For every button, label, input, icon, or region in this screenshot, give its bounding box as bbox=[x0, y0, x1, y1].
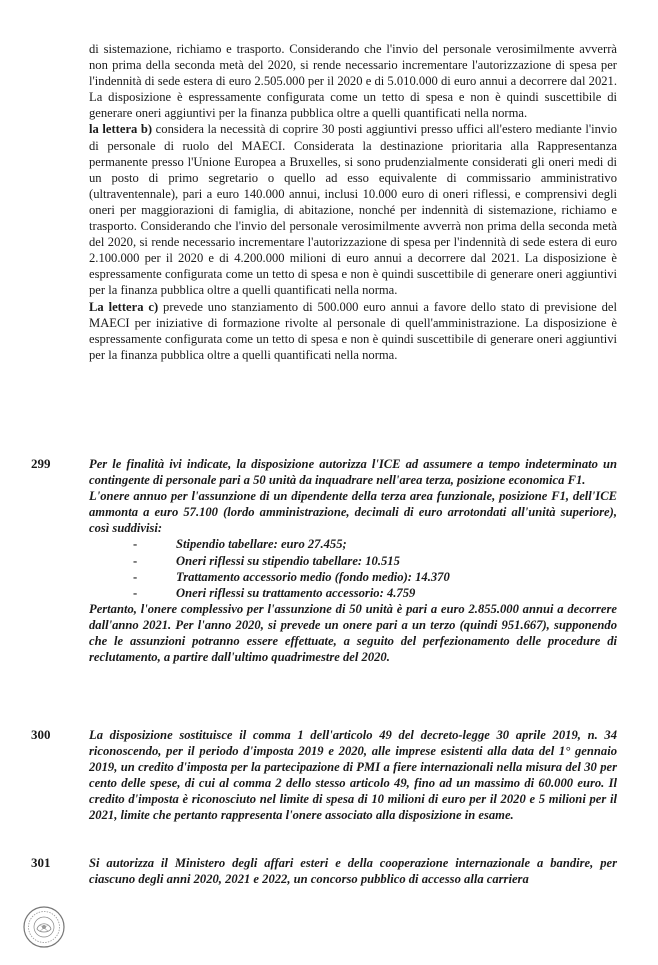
list-item bbox=[89, 553, 617, 569]
section-number-301: 301 bbox=[31, 855, 51, 870]
lettera-c-label: La lettera c) bbox=[89, 299, 159, 314]
list-item bbox=[89, 536, 617, 552]
lettera-b-label: la lettera b) bbox=[89, 122, 153, 137]
section-300-text bbox=[89, 727, 617, 824]
section-300-paragraph-1: La disposizione sostituisce il comma 1 dell'articolo 49 del decreto-legge 30 aprile 2019, n. 34 riconoscendo, per il periodo d'imposta 2019 e 2020, alle imprese esistenti alla data del 1° gennaio 2019, un credito d'imposta per la partecipazione di PMI a fiere internazionali nella misura del 30 per cento delle spese, di cui al comma 2 dello stesso articolo 49, fino ad un massimo di 60.000 euro. Il credito d'imposta è riconosciuto nel limite di spesa di 10 milioni di euro per il 2020 e 5 milioni per il 2021, limite che pertanto rappresenta l'onere associato alla disposizione in esame. bbox=[89, 728, 617, 823]
section-number-300: 300 bbox=[31, 727, 51, 742]
dash-bullet: - bbox=[133, 569, 138, 584]
cost-breakdown-list bbox=[89, 536, 617, 600]
list-item-text: Oneri riflessi su trattamento accessorio: 4.759 bbox=[176, 585, 416, 600]
official-seal-icon bbox=[22, 905, 66, 949]
list-item bbox=[89, 569, 617, 585]
intro-paragraph-2 bbox=[89, 121, 617, 298]
intro-text bbox=[89, 41, 617, 363]
section-number-299: 299 bbox=[31, 456, 51, 471]
section-299-text bbox=[89, 456, 617, 665]
section-299-paragraph-1: Per le finalità ivi indicate, la disposizione autorizza l'ICE ad assumere a tempo indeterminato un contingente di personale pari a 50 unità da inquadrare nell'area terza, posizione economica F1. bbox=[89, 457, 617, 488]
list-item bbox=[89, 585, 617, 601]
section-299-paragraph-2: L'onere annuo per l'assunzione di un dipendente della terza area funzionale, posizione F1, dell'ICE ammonta a euro 57.100 (lordo amministrazione, decimali di euro arrotondati all'unità superiore), così suddivisi: bbox=[89, 489, 617, 536]
list-item-text: Oneri riflessi su stipendio tabellare: 10.515 bbox=[176, 553, 400, 568]
section-301-paragraph-1: Si autorizza il Ministero degli affari esteri e della cooperazione internazionale a bandire, per ciascuno degli anni 2020, 2021 e 2022, un concorso pubblico di accesso alla carriera bbox=[89, 856, 617, 887]
intro-paragraph-3 bbox=[89, 299, 617, 363]
section-301-text bbox=[89, 855, 617, 887]
dash-bullet: - bbox=[133, 553, 138, 568]
dash-bullet: - bbox=[133, 585, 138, 600]
list-item-text: Trattamento accessorio medio (fondo medio): 14.370 bbox=[176, 569, 450, 584]
dash-bullet: - bbox=[133, 537, 138, 552]
intro-paragraph-2-text: considera la necessità di coprire 30 posti aggiuntivi presso uffici all'estero mediante l'invio di personale di ruolo del MAECI. Considerata la destinazione prioritaria alla Rappresentanza permanente presso l'Unione Europea a Bruxelles, si sono prudenzialmente considerati gli oneri medi di un posto di primo segretario o quello ad esso equivalente di commissario amministrativo (ultraventennale), pari a euro 140.000 annui, inclusi 10.000 euro di oneri riflessi, e comprensivi degli oneri per maggiorazioni di famiglia, di abitazione, nonché per indennità di sistemazione, richiamo e trasporto. Considerando che l'invio del personale verosimilmente avverrà non prima della seconda metà del 2020, si rende necessario incrementare l'autorizzazione di spesa per l'indennità di sede estera di euro 2.100.000 per il 2020 e di 4.200.000 milioni di euro annui a decorrere dal 2021. La disposizione è espressamente configurata come un tetto di spesa e non è quindi suscettibile di generare oneri aggiuntivi per la finanza pubblica oltre a quelli quantificati nella norma. bbox=[89, 122, 617, 298]
intro-paragraph-1: di sistemazione, richiamo e trasporto. Considerando che l'invio del personale verosimilmente avverrà non prima della seconda metà del 2020, si rende necessario incrementare l'autorizzazione di spesa per l'indennità di sede estera di euro 2.505.000 per il 2020 e di 5.010.000 di euro annui a decorrere dal 2021. La disposizione è espressamente configurata come un tetto di spesa e non è quindi suscettibile di generare oneri aggiuntivi per la finanza pubblica oltre a quelli quantificati nella norma. bbox=[89, 42, 617, 121]
intro-paragraph-3-text: prevede uno stanziamento di 500.000 euro annui a favore dello stato di previsione del MAECI per iniziative di formazione rivolte al personale di quell'amministrazione. La disposizione è espressamente configurata come un tetto di spesa e non è quindi suscettibile di generare oneri aggiuntivi per la finanza pubblica oltre a quelli quantificati nella norma. bbox=[89, 299, 617, 362]
section-299-paragraph-3: Pertanto, l'onere complessivo per l'assunzione di 50 unità è pari a euro 2.855.000 annui a decorrere dall'anno 2021. Per l'anno 2020, si prevede un onere pari a un terzo (quindi 951.667), supponendo che le assunzioni potranno essere effettuate, a seguito del perfezionamento delle procedure di reclutamento, a partire dall'ultimo quadrimestre del 2020. bbox=[89, 601, 617, 665]
list-item-text: Stipendio tabellare: euro 27.455; bbox=[176, 537, 347, 552]
